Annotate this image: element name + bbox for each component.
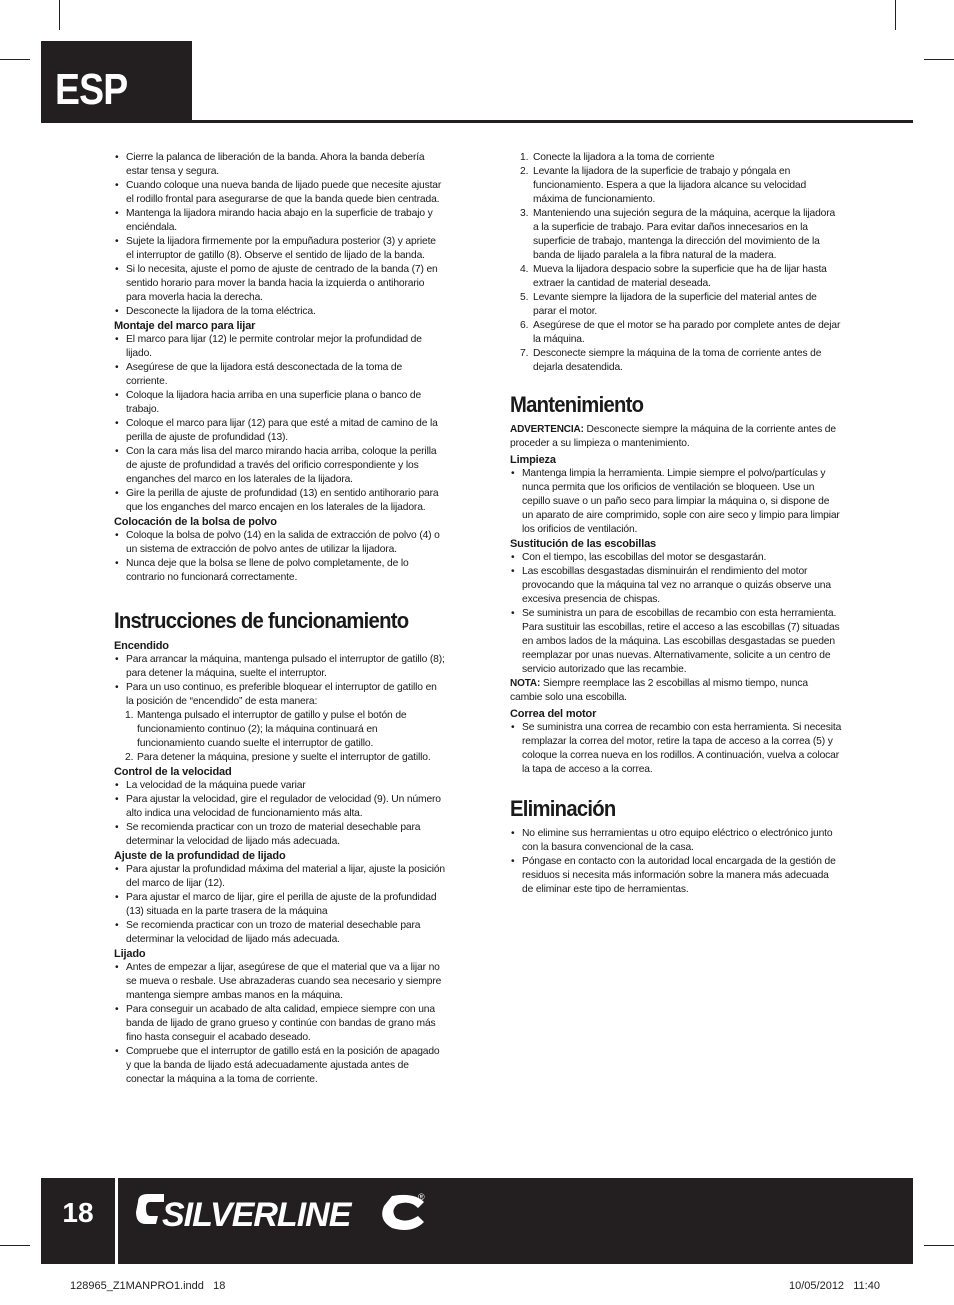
date-slug: 10/05/2012 11:40 — [789, 1280, 880, 1292]
brush-note — [510, 677, 842, 705]
depth-list — [114, 863, 446, 947]
list-item — [114, 179, 446, 207]
step-number: 1. — [125, 710, 134, 721]
bullet-icon: • — [115, 306, 119, 317]
list-item-text: Póngase en contacto con la autoridad local encargada de la gestión de residuos si necesita más información sobre la manera más adecuada de eliminar este tipo de herramientas. — [522, 856, 836, 895]
list-item-text: Se suministra una correa de recambio con esta herramienta. Si necesita remplazar la correa del motor, retire la tapa de acceso a la correa (5) y coloque la correa nueva en los rodillos. A continuación, vuelva a colocar la tapa de acceso a la correa. — [522, 722, 842, 775]
numbered-step — [510, 347, 842, 375]
bullet-icon: • — [511, 552, 515, 563]
list-item — [510, 551, 842, 565]
language-label: ESP — [55, 65, 128, 114]
step-number: 1. — [520, 152, 529, 163]
list-item — [114, 417, 446, 445]
numbered-step — [114, 751, 446, 765]
list-item-text: Las escobillas desgastadas disminuirán el rendimiento del motor provocando que la máquina tal vez no arranque o quizás observe una excesiva presencia de chispas. — [522, 566, 831, 605]
bullet-icon: • — [115, 1046, 119, 1057]
crop-mark — [0, 1245, 30, 1246]
warning-label: ADVERTENCIA: — [510, 424, 584, 435]
list-item — [114, 961, 446, 1003]
list-item — [114, 1045, 446, 1087]
bullet-icon: • — [511, 608, 515, 619]
step-number: 5. — [520, 292, 529, 303]
list-item — [510, 855, 842, 897]
bullet-icon: • — [115, 682, 119, 693]
step-number: 3. — [520, 208, 529, 219]
ops-title: Instrucciones de funcionamiento — [114, 608, 409, 633]
list-item — [114, 863, 446, 891]
list-item — [114, 487, 446, 515]
bullet-icon: • — [511, 566, 515, 577]
operation-steps — [510, 151, 842, 375]
bullet-icon: • — [115, 962, 119, 973]
left-column — [114, 151, 446, 1087]
numbered-step — [510, 151, 842, 165]
list-item-text: Coloque la lijadora hacia arriba en una superficie plana o banco de trabajo. — [126, 390, 422, 415]
list-item-text: Con la cara más lisa del marco mirando hacia arriba, coloque la perilla de ajuste de profundidad a través del orificio correspondiente y los enganches del marco en los laterales de la lijadora. — [126, 446, 437, 485]
list-item-text: Coloque la bolsa de polvo (14) en la salida de extracción de polvo (4) o un sistema de extracción de polvo antes de utilizar la lijadora. — [126, 530, 440, 555]
list-item-text: No elimine sus herramientas u otro equipo eléctrico o electrónico junto con la basura convencional de la casa. — [522, 828, 833, 853]
list-item-text: Si lo necesita, ajuste el pomo de ajuste de centrado de la banda (7) en sentido horario para mover la banda hacia la izquierda o antihorario para moverla hacia la derecha. — [126, 264, 438, 303]
on-steps — [114, 709, 446, 765]
brand-wordmark: SILVERLINE — [162, 1196, 351, 1234]
list-item — [114, 529, 446, 557]
bullet-icon: • — [115, 864, 119, 875]
bullet-icon: • — [115, 152, 119, 163]
sanding-list — [114, 961, 446, 1087]
list-item — [114, 891, 446, 919]
bullet-icon: • — [115, 418, 119, 429]
page-number: 18 — [62, 1197, 94, 1228]
list-item-text: Con el tiempo, las escobillas del motor se desgastarán. — [522, 552, 767, 563]
bullet-icon: • — [115, 654, 119, 665]
list-item-text: La velocidad de la máquina puede variar — [126, 780, 306, 791]
bullet-icon: • — [511, 828, 515, 839]
clean-heading: Limpieza — [510, 454, 556, 466]
list-item — [510, 565, 842, 607]
list-item-text: Gire la perilla de ajuste de profundidad (13) en sentido antihorario para que los enganches del marco encajen en los laterales de la lijadora. — [126, 488, 439, 513]
list-item — [114, 779, 446, 793]
bag-list — [114, 529, 446, 585]
step-text: Desconecte siempre la máquina de la toma de corriente antes de dejarla desatendida. — [533, 348, 822, 373]
step-number: 6. — [520, 320, 529, 331]
list-item-text: Desconecte la lijadora de la toma eléctrica. — [126, 306, 316, 317]
list-item — [510, 467, 842, 537]
bullet-icon: • — [511, 722, 515, 733]
frame-list — [114, 333, 446, 515]
silverline-logo — [134, 1188, 434, 1243]
header-rule — [192, 120, 913, 123]
speed-heading: Control de la velocidad — [114, 766, 232, 778]
list-item — [114, 263, 446, 305]
clean-list — [510, 467, 842, 537]
crop-mark — [895, 0, 896, 30]
list-item-text: Se recomienda practicar con un trozo de material desechable para determinar la velocidad de lijado más adecuada. — [126, 822, 421, 847]
list-item-text: Para un uso continuo, es preferible bloquear el interruptor de gatillo en la posición de “encendido” de esta manera: — [126, 682, 437, 707]
list-item-text: Cuando coloque una nueva banda de lijado puede que necesite ajustar el rodillo frontal para asegurarse de que la banda quede bien centrada. — [126, 180, 442, 205]
bullet-icon: • — [115, 208, 119, 219]
numbered-step — [510, 291, 842, 319]
bullet-icon: • — [115, 180, 119, 191]
bullet-icon: • — [115, 794, 119, 805]
list-item-text: El marco para lijar (12) le permite controlar mejor la profundidad de lijado. — [126, 334, 422, 359]
brush-list — [510, 551, 842, 677]
step-text: Manteniendo una sujeción segura de la máquina, acerque la lijadora a la superficie de trabajo. Para evitar daños innecesarios en la superficie de trabajo, mantenga la dirección del movimiento de la banda de lijado paralela a la fibra natural de la madera. — [533, 208, 836, 261]
crop-mark — [0, 59, 30, 60]
list-item-text: Para arrancar la máquina, mantenga pulsado el interruptor de gatillo (8); para detener la máquina, suelte el interruptor. — [126, 654, 445, 679]
list-item — [114, 207, 446, 235]
list-item-text: Mantenga la lijadora mirando hacia abajo en la superficie de trabajo y enciéndala. — [126, 208, 433, 233]
warning-note — [510, 423, 842, 451]
bullet-icon: • — [115, 1004, 119, 1015]
right-column — [510, 151, 842, 897]
file-slug: 128965_Z1MANPRO1.indd 18 — [70, 1280, 226, 1292]
bullet-icon: • — [115, 390, 119, 401]
bullet-icon: • — [511, 468, 515, 479]
crop-mark — [924, 59, 954, 60]
list-item-text: Para ajustar la velocidad, gire el regulador de velocidad (9). Un número alto indica una velocidad de funcionamiento más alta. — [126, 794, 441, 819]
bullet-icon: • — [115, 780, 119, 791]
bullet-icon: • — [115, 236, 119, 247]
on-list — [114, 653, 446, 709]
list-item-text: Mantenga limpia la herramienta. Limpie siempre el polvo/partículas y nunca permita que los orificios de ventilación se bloqueen. Use un cepillo suave o un paño seco para limpiar la máquina o, si dispone de un aparato de aire comprimido, sople con aire seco y limpio para limpiar los orificios de ventilación. — [522, 468, 840, 535]
step-text: Levante la lijadora de la superficie de trabajo y póngala en funcionamiento. Espera a que la lijadora alcance su velocidad máxima de funcionamiento. — [533, 166, 807, 205]
crop-mark — [924, 1245, 954, 1246]
bullet-icon: • — [115, 822, 119, 833]
registered-mark: ® — [418, 1192, 425, 1202]
speed-list — [114, 779, 446, 849]
step-text: Mueva la lijadora despacio sobre la superficie que ha de lijar hasta extraer la cantidad de material deseada. — [533, 264, 827, 289]
note-text: Siempre reemplace las 2 escobillas al mismo tiempo, nunca cambie solo una escobilla. — [510, 678, 808, 703]
list-item — [510, 607, 842, 677]
list-item — [114, 821, 446, 849]
list-item — [114, 151, 446, 179]
silverline-logo-icon — [134, 1188, 434, 1238]
on-heading: Encendido — [114, 640, 169, 652]
step-text: Asegúrese de que el motor se ha parado por complete antes de dejar la máquina. — [533, 320, 841, 345]
list-item-text: Para conseguir un acabado de alta calidad, empiece siempre con una banda de lijado de grano grueso y continúe con bandas de grano más fino hasta conseguir el acabado deseado. — [126, 1004, 436, 1043]
list-item-text: Cierre la palanca de liberación de la banda. Ahora la banda debería estar tensa y segura. — [126, 152, 425, 177]
list-item — [114, 445, 446, 487]
list-item-text: Coloque el marco para lijar (12) para que esté a mitad de camino de la perilla de ajuste de profundidad (13). — [126, 418, 438, 443]
note-label: NOTA: — [510, 678, 541, 689]
list-item — [114, 389, 446, 417]
list-item-text: Para ajustar la profundidad máxima del material a lijar, ajuste la posición del marco de lijar (12). — [126, 864, 445, 889]
list-item — [114, 557, 446, 585]
bullet-icon: • — [115, 264, 119, 275]
list-item-text: Nunca deje que la bolsa se llene de polvo completamente, de lo contrario no funcionará correctamente. — [126, 558, 409, 583]
list-item-text: Asegúrese de que la lijadora está desconectada de la toma de corriente. — [126, 362, 403, 387]
maintenance-title: Mantenimiento — [510, 392, 644, 417]
brush-heading: Sustitución de las escobillas — [510, 538, 657, 550]
step-number: 7. — [520, 348, 529, 359]
step-text: Mantenga pulsado el interruptor de gatillo y pulse el botón de funcionamiento continuo (2); la máquina continuará en funcionamiento cuando suelte el interruptor de gatillo. — [137, 710, 407, 749]
numbered-step — [510, 319, 842, 347]
list-item — [114, 793, 446, 821]
list-item — [510, 827, 842, 855]
bullet-icon: • — [511, 856, 515, 867]
list-item-text: Se recomienda practicar con un trozo de material desechable para determinar la velocidad de lijado más adecuada. — [126, 920, 421, 945]
list-item — [114, 305, 446, 319]
step-text: Para detener la máquina, presione y suelte el interruptor de gatillo. — [137, 752, 431, 763]
step-text: Levante siempre la lijadora de la superficie del material antes de parar el motor. — [533, 292, 817, 317]
list-item-text: Para ajustar el marco de lijar, gire el perilla de ajuste de la profundidad (13) situada en la parte trasera de la máquina — [126, 892, 437, 917]
disposal-list — [510, 827, 842, 897]
numbered-step — [510, 165, 842, 207]
frame-heading: Montaje del marco para lijar — [114, 320, 256, 332]
step-number: 2. — [125, 752, 134, 763]
bullet-icon: • — [115, 334, 119, 345]
depth-heading: Ajuste de la profundidad de lijado — [114, 850, 286, 862]
numbered-step — [114, 709, 446, 751]
bullet-icon: • — [115, 530, 119, 541]
bullet-icon: • — [115, 362, 119, 373]
bullet-icon: • — [115, 892, 119, 903]
bullet-icon: • — [115, 488, 119, 499]
bullet-icon: • — [115, 446, 119, 457]
list-item-text: Se suministra un para de escobillas de recambio con esta herramienta. Para sustituir las escobillas, retire el acceso a las escobillas (7) situadas en ambos lados de la máquina. Las escobillas desgastadas se pueden reemplazar por unas nuevas. Alternativamente, solicite a un centro de servicio autorizado que las recambie. — [522, 608, 840, 675]
list-item-text: Compruebe que el interruptor de gatillo está en la posición de apagado y que la banda de lijado está adecuadamente ajustada antes de conectar la máquina a la toma de corriente. — [126, 1046, 440, 1085]
list-item — [510, 721, 842, 777]
list-item — [114, 681, 446, 709]
intro-list — [114, 151, 446, 319]
warning-text: Desconecte siempre la máquina de la corriente antes de proceder a su limpieza o mantenimiento. — [510, 424, 836, 449]
numbered-step — [510, 207, 842, 263]
list-item — [114, 235, 446, 263]
list-item — [114, 1003, 446, 1045]
bullet-icon: • — [115, 920, 119, 931]
step-text: Conecte la lijadora a la toma de corriente — [533, 152, 715, 163]
list-item-text: Antes de empezar a lijar, asegúrese de que el material que va a lijar no se mueva o resbale. Use abrazaderas cuando sea necesario y siempre mantenga siempre ambas manos en la máquina. — [126, 962, 442, 1001]
belt-list — [510, 721, 842, 777]
crop-mark — [59, 0, 60, 30]
list-item — [114, 361, 446, 389]
step-number: 2. — [520, 166, 529, 177]
sanding-heading: Lijado — [114, 948, 146, 960]
bag-heading: Colocación de la bolsa de polvo — [114, 516, 277, 528]
disposal-title: Eliminación — [510, 796, 616, 821]
list-item — [114, 333, 446, 361]
list-item-text: Sujete la lijadora firmemente por la empuñadura posterior (3) y apriete el interruptor de gatillo (8). Observe el sentido de lijado de la banda. — [126, 236, 436, 261]
footer-divider — [115, 1178, 118, 1264]
numbered-step — [510, 263, 842, 291]
step-number: 4. — [520, 264, 529, 275]
belt-heading: Correa del motor — [510, 708, 597, 720]
list-item — [114, 653, 446, 681]
bullet-icon: • — [115, 558, 119, 569]
list-item — [114, 919, 446, 947]
